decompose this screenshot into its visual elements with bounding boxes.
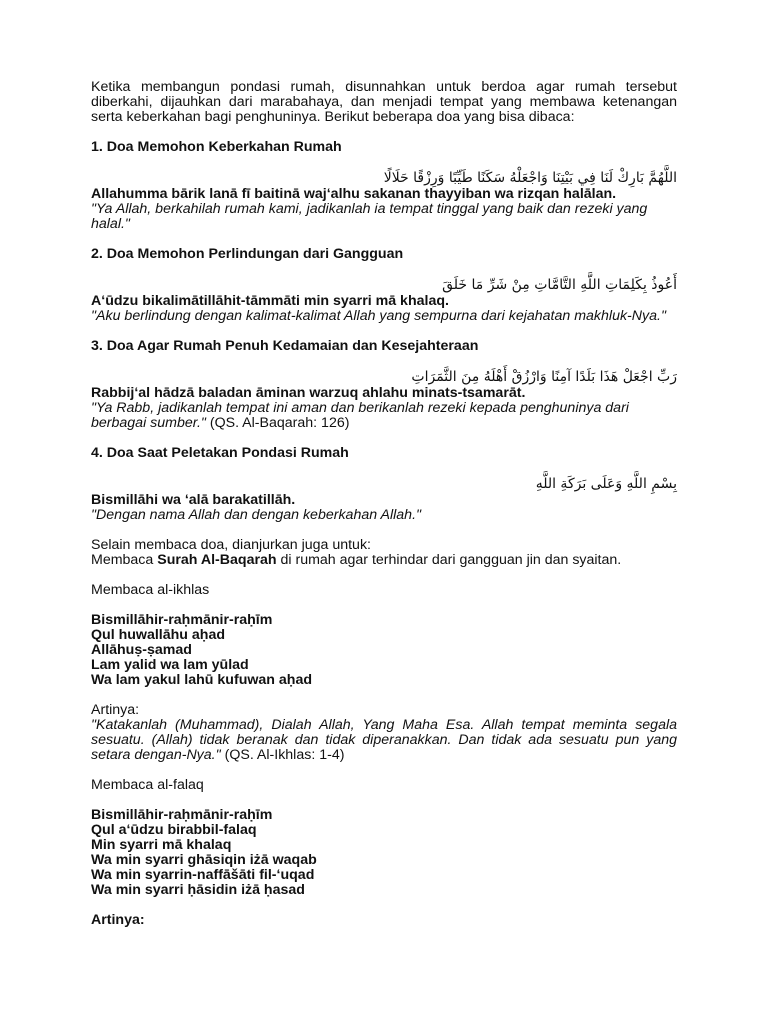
ikhlas-verses xyxy=(91,613,677,688)
verse-line: Bismillāhir-raḥmānir-raḥīm xyxy=(91,612,273,628)
verse-line: Allāhuṣ-ṣamad xyxy=(91,642,192,658)
verse-line: Qul a‘ūdzu birabbil-falaq xyxy=(91,822,257,838)
ikhlas-meaning xyxy=(91,718,677,763)
doa-heading: 4. Doa Saat Peletakan Pondasi Rumah xyxy=(91,445,349,461)
transliteration: Allahumma bārik lanā fī baitinā waj‘alhu sakanan thayyiban wa rizqan halālan. xyxy=(91,186,617,202)
quran-reference: (QS. Al-Ikhlas: 1-4) xyxy=(220,747,345,763)
verse-line: Qul huwallāhu aḥad xyxy=(91,627,226,643)
document-page xyxy=(91,80,677,928)
doa-heading: 1. Doa Memohon Keberkahan Rumah xyxy=(91,139,342,155)
meaning-text xyxy=(91,401,677,431)
doa-section xyxy=(91,247,677,324)
verse-line: Lam yalid wa lam yūlad xyxy=(91,657,249,673)
doa-heading: 2. Doa Memohon Perlindungan dari Gangguan xyxy=(91,246,404,262)
intro-paragraph: Ketika membangun pondasi rumah, disunnahkan untuk berdoa agar rumah tersebut diberkahi, dijauhkan dari marabahaya, dan menjadi tempat yang membawa ketenangan serta keberkahan bagi penghuninya. Berikut beberapa doa yang bisa dibaca: xyxy=(91,79,677,125)
arabic-text: اللَّهُمَّ بَارِكْ لَنَا فِي بَيْتِنَا وَاجْعَلْهُ سَكَنًا طَيِّبًا وَرِزْقًا حَلَالًا xyxy=(383,170,677,186)
verse-line: Min syarri mā khalaq xyxy=(91,837,232,853)
advice-text: Membaca xyxy=(91,552,158,568)
verse-line: Wa lam yakul lahū kufuwan aḥad xyxy=(91,672,313,688)
arabic-text: أَعُوذُ بِكَلِمَاتِ اللَّهِ التَّامَّاتِ مِنْ شَرِّ مَا خَلَقَ xyxy=(442,277,677,293)
verse-line: Bismillāhir-raḥmānir-raḥīm xyxy=(91,807,273,823)
arabic-text: رَبِّ اجْعَلْ هَذَا بَلَدًا آمِنًا وَارْزُقْ أَهْلَهُ مِنَ الثَّمَرَاتِ xyxy=(411,369,677,385)
meaning-quote: "Ya Allah, berkahilah rumah kami, jadikanlah ia tempat tinggal yang baik dan rezeki yang halal." xyxy=(91,201,648,232)
doa-section xyxy=(91,446,677,523)
surah-name: Surah Al-Baqarah xyxy=(157,552,277,568)
meaning-text xyxy=(91,202,677,232)
quran-reference: (QS. Al-Baqarah: 126) xyxy=(205,415,350,431)
meaning-text xyxy=(91,309,677,324)
meaning-text xyxy=(91,508,677,523)
advice-text: di rumah agar terhindar dari gangguan jin dan syaitan. xyxy=(276,552,622,568)
advice-intro: Selain membaca doa, dianjurkan juga untuk: xyxy=(91,537,371,553)
doa-heading: 3. Doa Agar Rumah Penuh Kedamaian dan Kesejahteraan xyxy=(91,338,479,354)
verse-line: Wa min syarri ḥāsidin iżā ḥasad xyxy=(91,882,305,898)
meaning-quote: "Dengan nama Allah dan dengan keberkahan Allah." xyxy=(91,507,422,523)
doa-section xyxy=(91,140,677,232)
arabic-text: بِسْمِ اللَّهِ وَعَلَى بَرَكَةِ اللَّهِ xyxy=(535,476,677,492)
verse-line: Wa min syarrin-naffāšāti fil-‘uqad xyxy=(91,867,315,883)
verse-line: Wa min syarri ghāsiqin iżā waqab xyxy=(91,852,317,868)
meaning-quote: "Ya Rabb, jadikanlah tempat ini aman dan berikanlah rezeki kepada penghuninya dari berbagai sumber." xyxy=(91,400,629,431)
transliteration: Bismillāhi wa ‘alā barakatillāh. xyxy=(91,492,296,508)
ikhlas-title: Membaca al-ikhlas xyxy=(91,582,210,598)
falaq-title: Membaca al-falaq xyxy=(91,777,204,793)
falaq-verses xyxy=(91,808,677,898)
meaning-quote: "Katakanlah (Muhammad), Dialah Allah, Yang Maha Esa. Allah tempat meminta segala sesuatu. (Allah) tidak beranak dan tidak diperanakkan. Dan tidak ada sesuatu pun yang setara dengan-Nya." xyxy=(91,717,677,763)
doa-section xyxy=(91,339,677,431)
artinya-label: Artinya: xyxy=(91,702,140,718)
meaning-quote: "Aku berlindung dengan kalimat-kalimat Allah yang sempurna dari kejahatan makhluk-Nya." xyxy=(91,308,666,324)
artinya-label: Artinya: xyxy=(91,912,145,928)
advice-item xyxy=(91,553,677,568)
transliteration: Rabbij‘al hādzā baladan āminan warzuq ahlahu minats-tsamarāt. xyxy=(91,385,526,401)
transliteration: A‘ūdzu bikalimātillāhit-tāmmāti min syarri mā khalaq. xyxy=(91,293,449,309)
